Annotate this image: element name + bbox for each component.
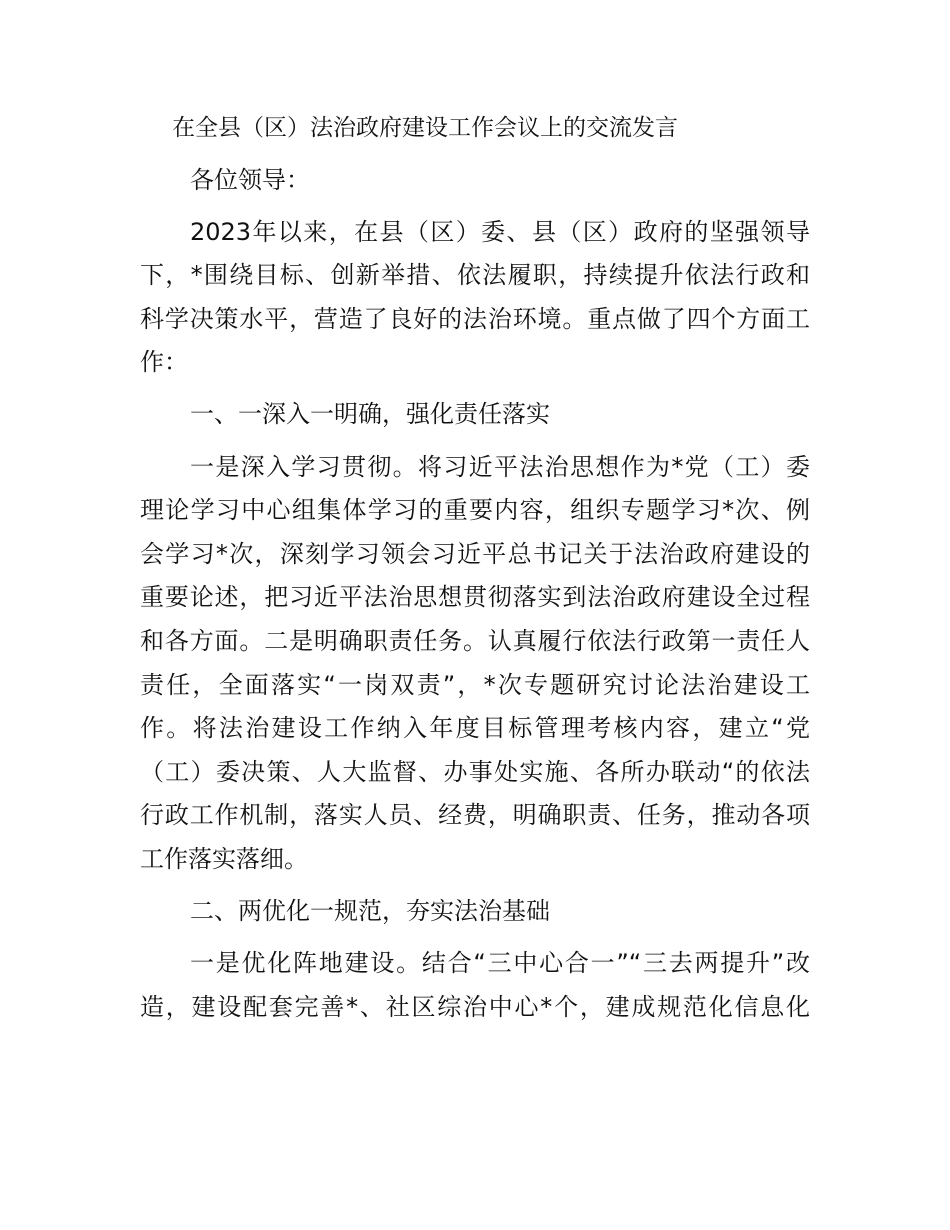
text-line: 2023年以来，在县（区）委、县（区）政府的坚强领导 (190, 217, 810, 246)
text-line: 科学决策水平，营造了良好的法治环境。重点做了四个方面工 (140, 304, 810, 333)
text-line: 造，建设配套完善*、社区综治中心*个，建成规范化信息化 (140, 992, 810, 1021)
text-line: 责任，全面落实“一岗双责”，*次专题研究讨论法治建设工 (140, 670, 810, 699)
document-page (140, 106, 810, 1029)
paragraph (140, 942, 810, 1029)
section-heading (140, 393, 810, 437)
text-line: 一是优化阵地建设。结合“三中心合一”“三去两提升”改 (190, 949, 810, 978)
document-body (140, 159, 810, 1030)
text-line: 工作落实落细。 (140, 844, 308, 873)
section-heading (140, 890, 810, 934)
salutation (140, 159, 810, 203)
text-line: 作。将法治建设工作纳入年度目标管理考核内容，建立“党 (140, 714, 810, 743)
text-line: （工）委决策、人大监督、办事处实施、各所办联动“的依法 (140, 757, 810, 786)
text-line: 二、两优化一规范，夯实法治基础 (190, 897, 550, 925)
text-line: 重要论述，把习近平法治思想贯彻落实到法治政府建设全过程 (140, 583, 810, 612)
text-line: 会学习*次，深刻学习领会习近平总书记关于法治政府建设的 (140, 539, 810, 568)
text-line: 行政工作机制，落实人员、经费，明确职责、任务，推动各项 (140, 801, 810, 830)
paragraph (140, 211, 810, 385)
text-line: 一是深入学习贯彻。将习近平法治思想作为*党（工）委 (190, 452, 810, 481)
paragraph (140, 446, 810, 882)
text-line: 各位领导： (190, 165, 310, 194)
document-title: 在全县（区）法治政府建设工作会议上的交流发言 (172, 115, 678, 141)
text-line: 和各方面。二是明确职责任务。认真履行依法行政第一责任人 (140, 626, 810, 655)
text-line: 下，*围绕目标、创新举措、依法履职，持续提升依法行政和 (140, 261, 810, 290)
text-line: 一、一深入一明确，强化责任落实 (190, 400, 550, 429)
text-line: 作： (140, 348, 188, 377)
text-line: 理论学习中心组集体学习的重要内容，组织专题学习*次、例 (140, 496, 810, 525)
